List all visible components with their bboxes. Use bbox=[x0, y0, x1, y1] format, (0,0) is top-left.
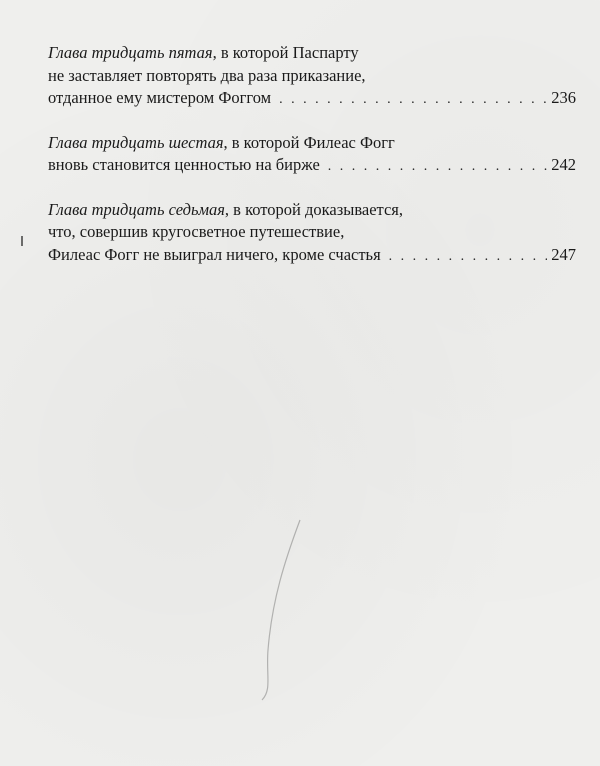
dot-leader bbox=[279, 89, 547, 112]
dot-leader bbox=[389, 246, 548, 269]
chapter-subtitle-line: не заставляет повторять два раза приказание, bbox=[48, 65, 366, 85]
chapter-subtitle-line: что, совершив кругосветное путешествие, bbox=[48, 222, 345, 241]
chapter-title: Глава тридцать пятая bbox=[48, 43, 213, 62]
toc-entry[interactable] bbox=[48, 199, 576, 269]
toc-entry[interactable] bbox=[48, 132, 576, 179]
dot-leader bbox=[328, 156, 547, 179]
chapter-title: Глава тридцать шестая bbox=[48, 132, 224, 152]
chapter-subtitle-start: , в которой Филеас Фогг bbox=[223, 132, 395, 152]
page-number: 247 bbox=[551, 244, 576, 264]
toc-entry[interactable] bbox=[48, 42, 576, 112]
margin-mark bbox=[21, 236, 23, 246]
page-number: 236 bbox=[551, 88, 576, 107]
chapter-subtitle-end: Филеас Фогг не выиграл ничего, кроме счастья bbox=[48, 244, 381, 264]
page-number: 242 bbox=[551, 155, 576, 174]
chapter-subtitle-end: вновь становится ценностью на бирже bbox=[48, 155, 320, 174]
chapter-title: Глава тридцать седьмая bbox=[48, 199, 225, 219]
chapter-subtitle-end: отданное ему мистером Фоггом bbox=[48, 88, 272, 107]
table-of-contents bbox=[48, 42, 576, 288]
chapter-subtitle-start: , в которой доказывается, bbox=[224, 199, 404, 219]
chapter-subtitle-start: , в которой Паспарту bbox=[212, 43, 359, 62]
